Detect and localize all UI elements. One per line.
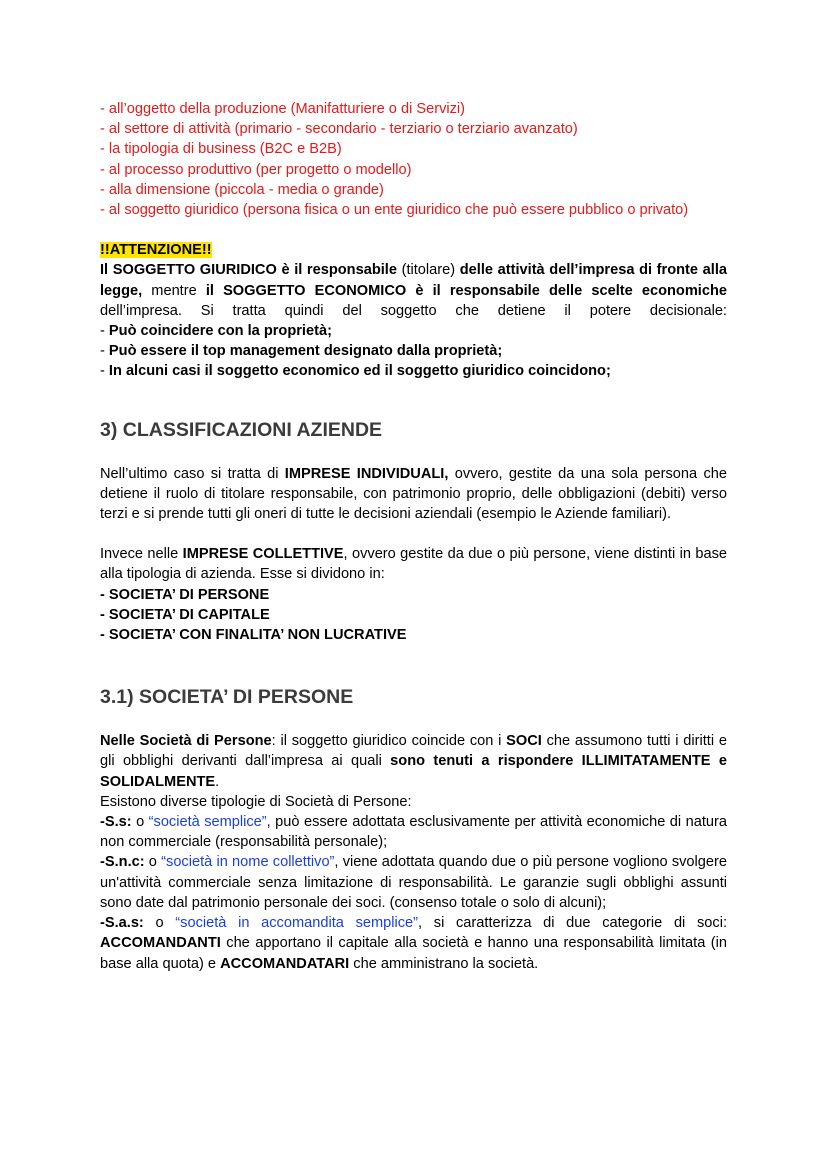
list-item: - SOCIETA’ CON FINALITA’ NON LUCRATIVE xyxy=(100,627,407,644)
list-item: -S.s: o “società semplice”, può essere adottata esclusivamente per attività economiche di natura non commerciale (responsabilità personale); xyxy=(100,814,727,851)
attention-block xyxy=(100,240,727,260)
list-item: - SOCIETA’ DI CAPITALE xyxy=(100,606,270,623)
list-item: - la tipologia di business (B2C e B2B) xyxy=(100,141,342,158)
list-item: - all’oggetto della produzione (Manifatturiere o di Servizi) xyxy=(100,101,466,117)
list-item: - al processo produttivo (per progetto o modello) xyxy=(100,161,412,178)
list-item: -S.a.s: o “società in accomandita semplice”, si caratterizza di due categorie di soci: ACCOMANDANTI che apportano il capitale alla società e hanno una responsabilità limitata (in base alla quota) e ACCOMANDATARI che amministrano la società. xyxy=(100,915,728,972)
section-title: 3.1) SOCIETA’ DI PERSONE xyxy=(100,686,354,709)
paragraph: Nelle Società di Persone: il soggetto giuridico coincide con i SOCI che assumono tutti i diritti e gli obblighi derivanti dall’impresa ai quali sono tenuti a rispondere ILLIMITATAMENTE e SOLIDALMENTE. xyxy=(100,733,727,790)
list-item: - alla dimensione (piccola - media o grande) xyxy=(100,181,384,198)
paragraph: Esistono diverse tipologie di Società di Persone: xyxy=(100,793,412,810)
section-title: 3) CLASSIFICAZIONI AZIENDE xyxy=(100,418,383,441)
list-item: - Può coincidere con la proprietà; xyxy=(100,323,332,340)
list-item: - Può essere il top management designato dalla proprietà; xyxy=(100,343,503,360)
list-item: - SOCIETA’ DI PERSONE xyxy=(100,586,270,603)
paragraph: Nell’ultimo caso si tratta di IMPRESE INDIVIDUALI, ovvero, gestite da una sola persona che detiene il ruolo di titolare responsabile, con patrimonio proprio, delle obbligazioni (debiti) verso terzi e si prende tutti gli oneri di tutte le decisioni aziendali (esempio le Aziende familiari). xyxy=(100,465,727,523)
attention-paragraph: Il SOGGETTO GIURIDICO è il responsabile (titolare) delle attività dell’impresa di fronte alla legge, mentre il SOGGETTO ECONOMICO è il responsabile delle scelte economiche dell’impresa. Si tratta quindi del soggetto che detiene il potere decisionale: xyxy=(100,262,728,319)
document-page xyxy=(100,99,727,974)
paragraph: Invece nelle IMPRESE COLLETTIVE, ovvero gestite da due o più persone, viene distinti in base alla tipologia di azienda. Esse si dividono in: xyxy=(100,546,727,583)
list-item: -S.n.c: o “società in nome collettivo”, viene adottata quando due o più persone vogliono svolgere un'attività commerciale senza limitazione di responsabilità. Le garanzie sugli obblighi assunti sono date dal patrimonio personale dei soci. (consenso totale o solo di alcuni); xyxy=(100,854,727,911)
attention-label: !!ATTENZIONE!! xyxy=(100,242,212,259)
list-item: - In alcuni casi il soggetto economico ed il soggetto giuridico coincidono; xyxy=(100,363,611,380)
list-item: - al soggetto giuridico (persona fisica o un ente giuridico che può essere pubblico o privato) xyxy=(100,202,689,219)
factor-list xyxy=(100,99,727,220)
list-item: - al settore di attività (primario - secondario - terziario o terziario avanzato) xyxy=(100,121,578,138)
